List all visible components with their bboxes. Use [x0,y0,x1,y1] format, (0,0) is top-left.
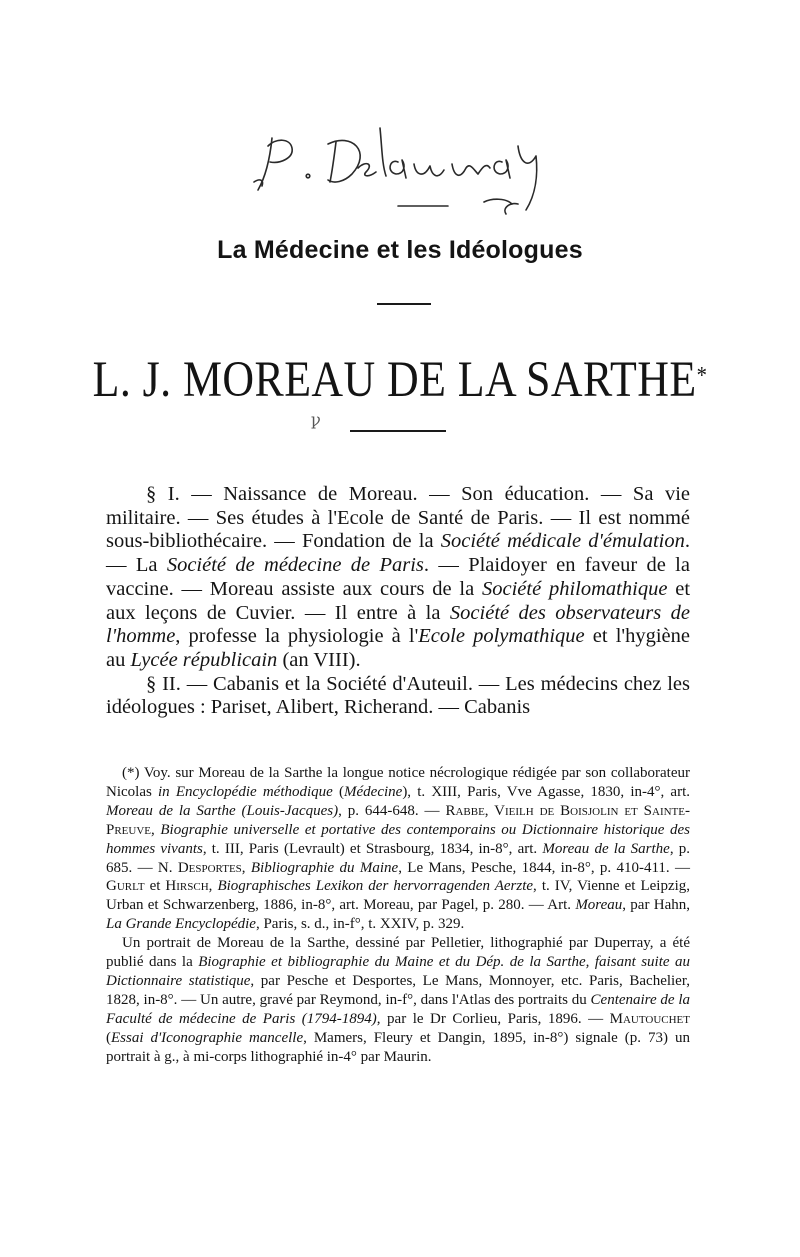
italic-run: in Encyclopédie méthodique [158,783,333,800]
text-run: ( [332,783,345,800]
italic-run: Biographie et bibliographie du Maine et du Dép. de la Sarthe, faisant suite au Dictionnaire statistique [106,954,690,989]
text-run: . — La [106,530,690,577]
chapter-summary [106,483,690,720]
author-names: Gurlt [106,878,145,895]
italic-run: La Grande Encyclopédie [106,916,256,933]
italic-run: Bibliographie du Maine [250,859,399,876]
text-run: , Mamers, Fleury et Dangin, 1895, in-8°) signale (p. 73) un portrait à g., à mi-corps lithographié in-4° par Maurin. [106,1029,690,1065]
summary-paragraph: § II. — Cabanis et la Société d'Auteuil. — Les médecins chez les idéologues : Pariset, Alibert, Richerand. — Cabanis [106,672,690,719]
stray-mark: ꝩ [311,412,321,429]
text-run: § I. — Naissance de Moreau. — Son éducation. — Sa vie militaire. — Ses études à l'Ecole de Santé de Paris. — Il est nommé sous-bibliothécaire. — Fondation de la [106,483,690,553]
text-run: Un portrait de Moreau de la Sarthe, dessiné par Pelletier, lithographié par Duperray, a été publié dans la [106,935,690,971]
author-names: Desportes [177,859,242,876]
summary-paragraph [106,483,690,673]
text-run: (an VIII). [277,648,361,671]
italic-run: Lycée républicain [130,648,278,671]
text-run: , Paris, s. d., in-f°, t. XXIV, p. 329. [255,916,465,933]
text-run: , p. 685. — N. [106,840,691,876]
text-run: , p. 644-648. — [338,802,446,819]
article-title [56,352,744,408]
text-run: , par Pesche et Desportes, Le Mans, Monnoyer, etc. Paris, Bachelier, 1828, in-8°. — Un autre, gravé par Reymond, in-f°, dans l'Atlas des portraits du [106,972,690,1008]
text-run: , professe la physiologie à l' [175,625,419,648]
text-run: , [208,878,218,895]
italic-run: Société médicale d'émulation [440,530,685,553]
footnote-paragraph [106,764,690,934]
text-run: ( [106,1029,111,1046]
signature-drawing [248,118,558,218]
handwritten-signature [248,118,558,218]
italic-run: Société de médecine de Paris [166,554,424,577]
author-names: Hirsch [165,878,209,895]
text-run: , par Hahn, [622,897,690,914]
italic-run: Moreau de la Sarthe (Louis-Jacques) [106,802,339,819]
author-names: Mautouchet [609,1010,690,1027]
italic-run: Biographisches Lexikon der hervorragenden Aerzte [217,878,534,895]
italic-run: Société philomathique [482,577,668,600]
italic-run: Essai d'Iconographie mancelle [111,1029,304,1046]
italic-run: Moreau [575,897,623,914]
divider-rule [350,430,446,432]
text-run: , Le Mans, Pesche, 1844, in-8°, p. 410-411. — [398,859,691,876]
italic-run: Médecine [344,783,403,800]
author-names: Rabbe, Vieilh de Boisjolin et Sainte-Preuve [106,802,690,838]
italic-run: Moreau de la Sarthe [542,840,670,857]
text-run: et aux leçons de Cuvier. — Il entre à la [106,577,691,624]
text-run: , t. IV, Vienne et Leipzig, Urban et Schwarzenberg, 1886, in-8°, art. Moreau, par Pagel, p. 280. — Art. [106,878,691,914]
italic-run: Société des observateurs de l'homme [106,601,690,648]
text-run: et [144,878,166,895]
title-footnote-marker: * [696,363,708,389]
title-text: L. J. MOREAU DE LA SARTHE [92,352,697,408]
text-run: , t. III, Paris (Levrault) et Strasbourg, 1834, in-8°, art. [202,840,543,857]
footnote-paragraph [106,934,690,1066]
text-run: , par le Dr Corlieu, Paris, 1896. — [376,1010,610,1027]
text-run: , [241,859,251,876]
text-run: , [151,821,161,838]
italic-run: Ecole polymathique [418,625,585,648]
text-run: ), t. XIII, Paris, Vve Agasse, 1830, in-4°, art. [402,783,690,800]
text-run: (*) Voy. sur Moreau de la Sarthe la longue notice nécrologique rédigée par son collaborateur Nicolas [106,765,690,800]
footnotes [106,764,690,1067]
divider-rule [377,303,431,305]
text-run: . — Plaidoyer en faveur de la vaccine. — Moreau assiste aux cours de la [106,554,690,600]
section-subtitle: La Médecine et les Idéologues [217,236,583,264]
italic-run: Centenaire de la Faculté de médecine de Paris (1794-1894) [106,991,690,1027]
italic-run: Biographie universelle et portative des contemporains ou Dictionnaire historique des hommes vivants [106,821,690,857]
text-run: et l'hygiène au [106,625,690,671]
